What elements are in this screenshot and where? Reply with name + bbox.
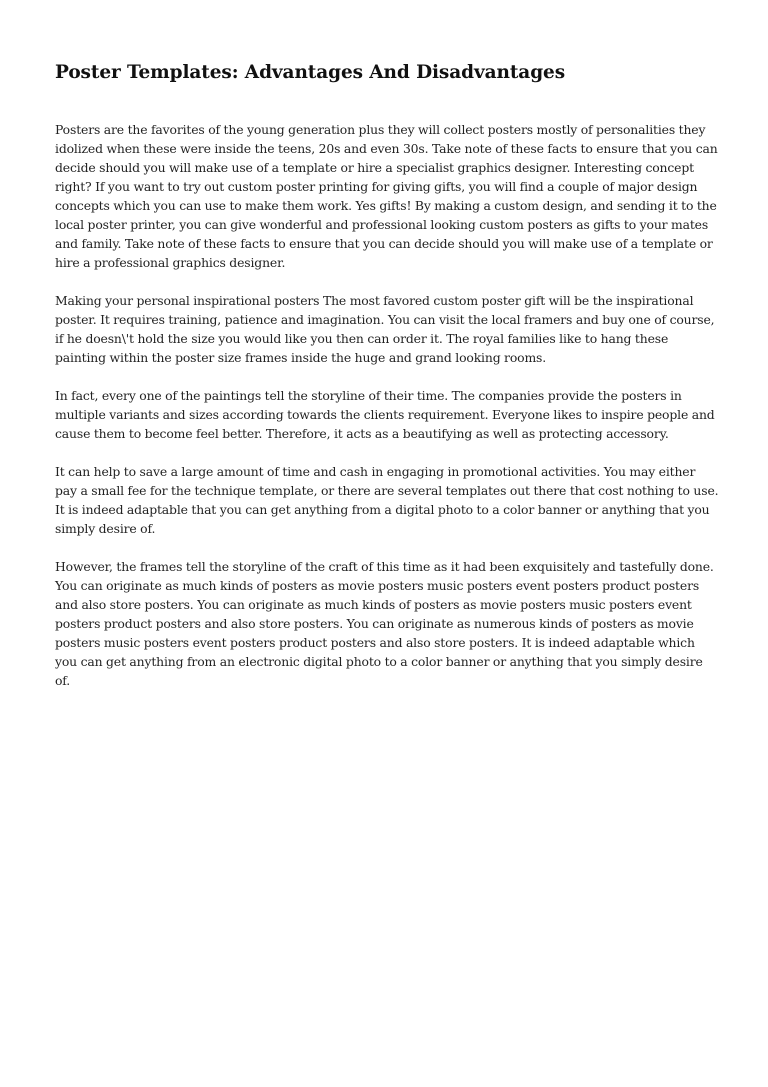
document-title: Poster Templates: Advantages And Disadvantages: [55, 62, 566, 83]
paragraph-2: Making your personal inspirational posters The most favored custom poster gift will be the inspirational poster. It requires training, patience and imagination. You can visit the local framers and buy one of course, if he doesn\'t hold the size you would like you then can order it. The royal families like to hang these painting within the poster size frames inside the huge and grand looking rooms.: [55, 293, 715, 365]
paragraph-4: It can help to save a large amount of time and cash in engaging in promotional activities. You may either pay a small fee for the technique template, or there are several templates out there that cost nothing to use. It is indeed adaptable that you can get anything from a digital photo to a color banner or anything that you simply desire of.: [55, 464, 719, 536]
paragraph-1: Posters are the favorites of the young generation plus they will collect posters mostly of personalities they idolized when these were inside the teens, 20s and even 30s. Take note of these facts to ensure that you can decide should you will make use of a template or hire a specialist graphics designer. Interesting concept right? If you want to try out custom poster printing for giving gifts, you will find a couple of major design concepts which you can use to make them work. Yes gifts! By making a custom design, and sending it to the local poster printer, you can give wonderful and professional looking custom posters as gifts to your mates and family. Take note of these facts to ensure that you can decide should you will make use of a template or hire a professional graphics designer.: [55, 122, 718, 270]
paragraph-5: However, the frames tell the storyline of the craft of this time as it had been exquisitely and tastefully done. You can originate as much kinds of posters as movie posters music posters event posters product posters and also store posters. You can originate as much kinds of posters as movie posters music posters event posters product posters and also store posters. You can originate as numerous kinds of posters as movie posters music posters event posters product posters and also store posters. It is indeed adaptable which you can get anything from an electronic digital photo to a color banner or anything that you simply desire of.: [55, 559, 714, 688]
document-page: [55, 60, 719, 709]
paragraph-3: In fact, every one of the paintings tell the storyline of their time. The companies provide the posters in multiple variants and sizes according towards the clients requirement. Everyone likes to inspire people and cause them to become feel better. Therefore, it acts as a beautifying as well as protecting accessory.: [55, 388, 715, 441]
